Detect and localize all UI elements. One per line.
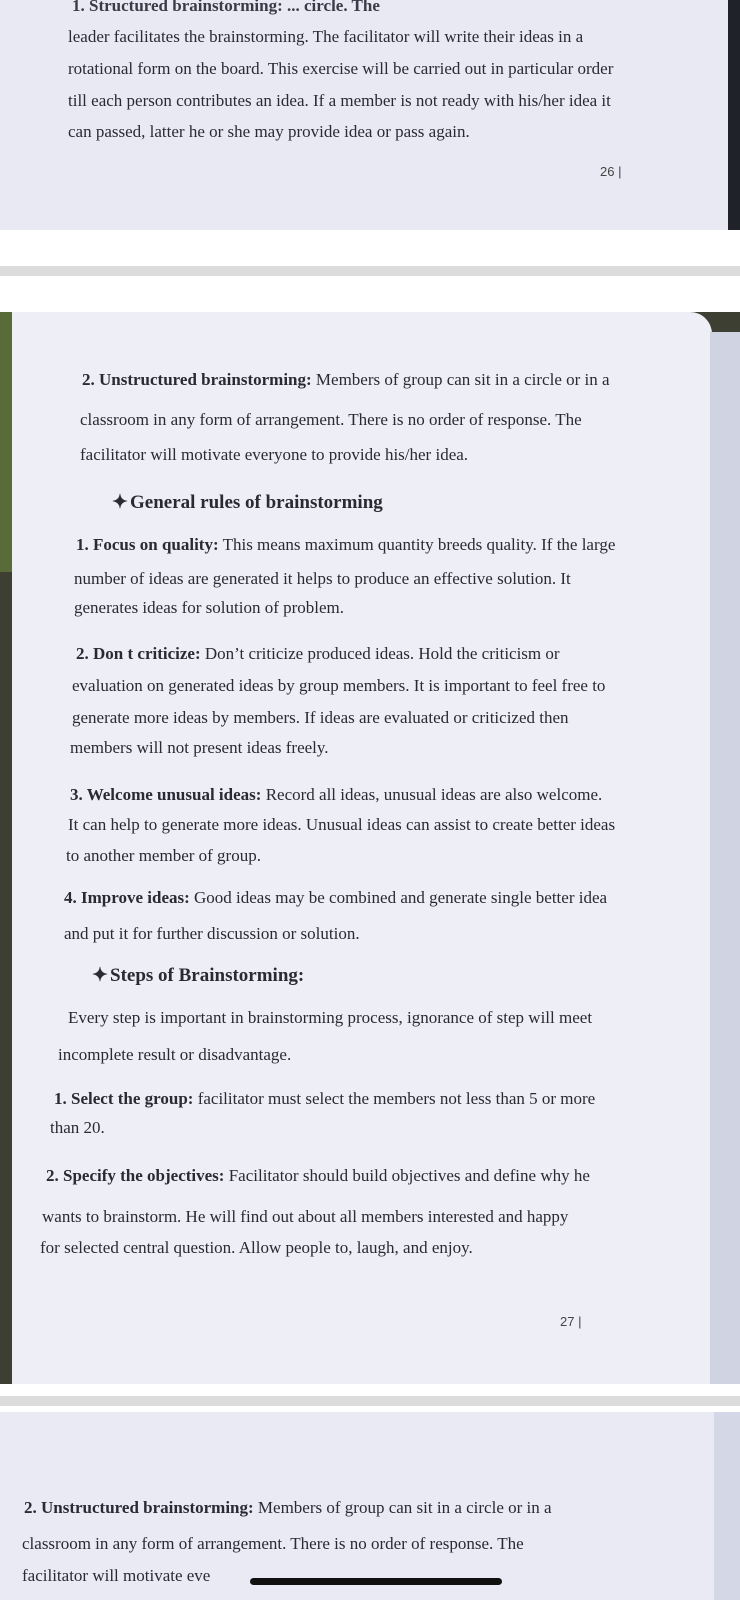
repeat-line-3: facilitator will motivate eve: [22, 1566, 211, 1585]
photo-edge: [728, 0, 740, 230]
rule-3-line-1: [70, 785, 602, 805]
rule-2-line-1: [76, 644, 560, 664]
steps-heading-text: Steps of Brainstorming:: [110, 965, 305, 986]
step-1-text: facilitator must select the members not less than 5 or more: [193, 1089, 596, 1108]
unstructured-text-1: Members of group can sit in a circle or in a: [311, 370, 610, 389]
step-2-line-2: wants to brainstorm. He will find out about all members interested and happy: [42, 1207, 569, 1226]
page-number-27: 27 |: [560, 1314, 582, 1329]
steps-intro-line-1: Every step is important in brainstorming process, ignorance of step will meet: [68, 1008, 593, 1027]
arrow-bullet-icon: ✦: [92, 965, 108, 986]
rule-1-line-3: generates ideas for solution of problem.: [74, 598, 345, 617]
rules-heading: [112, 491, 383, 514]
unstructured-line-1: [82, 370, 610, 390]
rule-3-line-2: It can help to generate more ideas. Unusual ideas can assist to create better ideas: [68, 815, 616, 834]
rule-1-line-2: number of ideas are generated it helps to produce an effective solution. It: [74, 569, 571, 588]
rule-3-line-3: to another member of group.: [66, 846, 261, 865]
rule-4-label: 4. Improve ideas:: [64, 888, 190, 907]
rule-1-text: This means maximum quantity breeds quality. If the large: [218, 535, 616, 554]
unstructured-label: 2. Unstructured brainstorming:: [82, 370, 312, 389]
rule-2-text: Don’t criticize produced ideas. Hold the criticism or: [200, 644, 560, 663]
repeat-label: 2. Unstructured brainstorming:: [24, 1498, 254, 1517]
step-2-line-3: for selected central question. Allow people to, laugh, and enjoy.: [40, 1238, 473, 1257]
rule-3-text: Record all ideas, unusual ideas are also welcome.: [261, 785, 603, 804]
steps-intro-line-2: incomplete result or disadvantage.: [58, 1045, 292, 1064]
rule-3-label: 3. Welcome unusual ideas:: [70, 785, 262, 804]
steps-heading: [92, 964, 304, 987]
p26-line-3: till each person contributes an idea. If a member is not ready with his/her idea it: [68, 91, 611, 110]
p26-line-2: rotational form on the board. This exercise will be carried out in particular order: [68, 59, 614, 78]
step-2-text: Facilitator should build objectives and define why he: [224, 1166, 590, 1185]
step-2-line-1: [46, 1166, 590, 1186]
page-edge: [710, 332, 740, 1384]
rule-2-label: 2. Don t criticize:: [76, 644, 201, 663]
step-1-line-2: than 20.: [50, 1118, 105, 1137]
home-indicator-bar[interactable]: [250, 1578, 502, 1585]
rule-4-line-1: [64, 888, 607, 908]
unstructured-line-3: facilitator will motivate everyone to provide his/her idea.: [80, 445, 469, 464]
p26-line-1: leader facilitates the brainstorming. The facilitator will write their ideas in a: [68, 27, 584, 46]
p26-line-4: can passed, latter he or she may provide idea or pass again.: [68, 122, 470, 141]
arrow-bullet-icon: ✦: [112, 492, 128, 513]
repeat-line-2: classroom in any form of arrangement. There is no order of response. The: [22, 1534, 524, 1553]
rule-4-text: Good ideas may be combined and generate single better idea: [189, 888, 608, 907]
rule-1-line-1: [76, 535, 615, 555]
step-2-label: 2. Specify the objectives:: [46, 1166, 225, 1185]
repeat-text-1: Members of group can sit in a circle or in a: [253, 1498, 552, 1517]
page-number-26: 26 |: [600, 164, 622, 179]
rule-2-line-4: members will not present ideas freely.: [70, 738, 329, 757]
rule-2-line-3: generate more ideas by members. If ideas are evaluated or criticized then: [72, 708, 569, 727]
rule-2-line-2: evaluation on generated ideas by group members. It is important to feel free to: [72, 676, 606, 695]
divider: [0, 266, 740, 276]
rule-1-label: 1. Focus on quality:: [76, 535, 219, 554]
repeat-line-1: [24, 1498, 552, 1518]
unstructured-line-2: classroom in any form of arrangement. There is no order of response. The: [80, 410, 582, 429]
rule-4-line-2: and put it for further discussion or solution.: [64, 924, 360, 943]
step-1-line-1: [54, 1089, 595, 1109]
top-cut-line: 1. Structured brainstorming: ... circle. The: [72, 0, 380, 15]
photo-page-26: [0, 0, 740, 230]
rules-heading-text: General rules of brainstorming: [130, 492, 383, 513]
page-edge-3: [714, 1412, 740, 1600]
step-1-label: 1. Select the group:: [54, 1089, 194, 1108]
divider-2: [0, 1396, 740, 1406]
